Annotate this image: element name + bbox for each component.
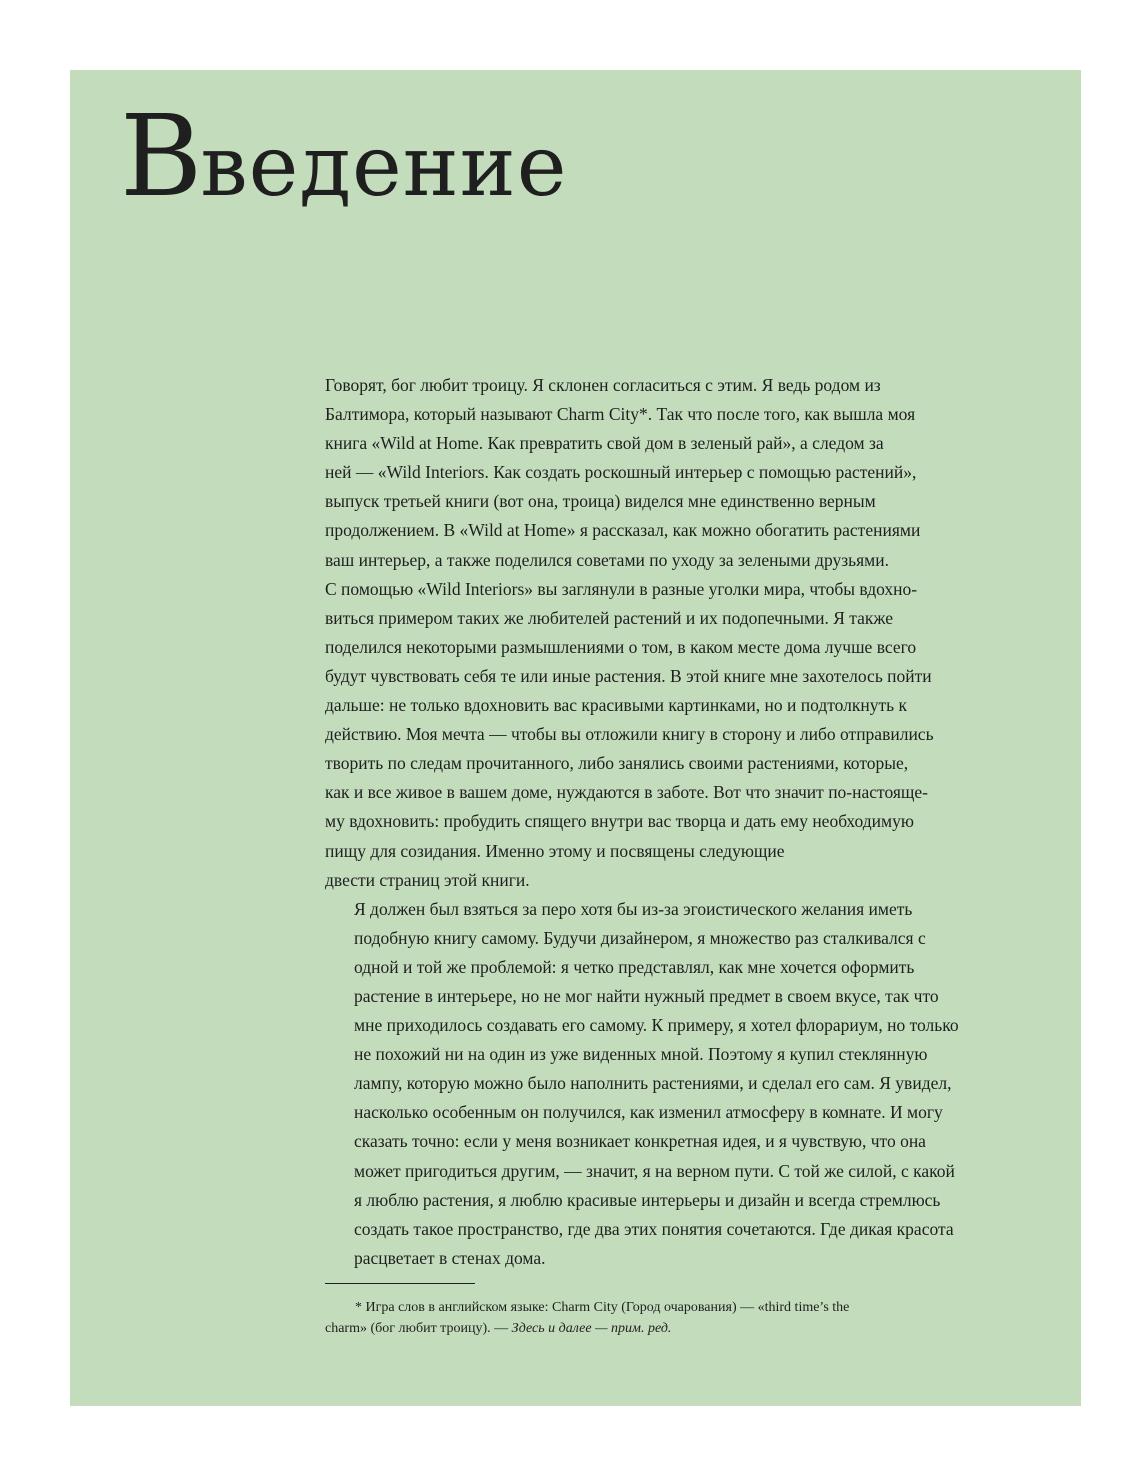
text-line: дальше: не только вдохновить вас красивыми картинками, но и подтолкнуть к [325, 695, 908, 716]
text-line: пищу для созидания. Именно этому и посвящены следующие [325, 840, 785, 861]
text-line: создать такое пространство, где два этих понятия сочетаются. Где дикая красота [354, 1218, 954, 1239]
text-line: виться примером таких же любителей растений и их подопечными. Я также [325, 607, 894, 628]
text-line: поделился некоторыми размышлениями о том, в каком месте дома лучше всего [325, 636, 917, 657]
text-line: будут чувствовать себя те или иные растения. В этой книге мне захотелось пойти [325, 665, 932, 686]
paragraph-1 [325, 371, 985, 895]
footnote [325, 1297, 985, 1339]
text-line: С помощью «Wild Interiors» вы заглянули в разные уголки мира, чтобы вдохно- [325, 578, 918, 599]
text-line: сказать точно: если у меня возникает конкретная идея, и я чувствую, что она [354, 1131, 926, 1152]
text-line: книга «Wild at Home. Как превратить свой дом в зеленый рай», а следом за [325, 433, 884, 454]
text-line: насколько особенным он получился, как изменил атмосферу в комнате. И могу [354, 1102, 943, 1123]
text-line: как и все живое в вашем доме, нуждаются в заботе. Вот что значит по-настояще- [325, 782, 928, 803]
paragraph-2 [325, 895, 985, 1273]
text-line: творить по следам прочитанного, либо занялись своими растениями, которые, [325, 753, 909, 774]
text-line: может пригодиться другим, — значит, я на верном пути. С той же силой, с какой [354, 1160, 955, 1181]
title-capital: В [120, 92, 201, 222]
text-line: Говорят, бог любит троицу. Я склонен согласиться с этим. Я ведь родом из [325, 375, 881, 395]
footnote-line-2 [325, 1318, 985, 1339]
text-line: мне приходилось создавать его самому. К примеру, я хотел флорариум, но только [354, 1015, 959, 1036]
text-line: действию. Моя мечта — чтобы вы отложили книгу в сторону и либо отправились [325, 724, 934, 745]
title-rest: ведение [200, 117, 568, 215]
text-line: подобную книгу самому. Будучи дизайнером, я множество раз сталкивался с [354, 927, 926, 948]
text-line: ваш интерьер, а также поделился советами по уходу за зелеными друзьями. [325, 549, 889, 570]
text-line: му вдохновить: пробудить спящего внутри вас творца и дать ему необходимую [325, 811, 914, 832]
page-title [120, 92, 568, 222]
text-line: я люблю растения, я люблю красивые интерьеры и дизайн и всегда стремлюсь [354, 1189, 941, 1210]
body-text [325, 371, 985, 1273]
text-line: ней — «Wild Interiors. Как создать роскошный интерьер с помощью растений», [325, 462, 917, 483]
text-line: растение в интерьере, но не мог найти нужный предмет в своем вкусе, так что [354, 985, 939, 1006]
footnote-divider [325, 1283, 475, 1284]
footnote-text: charm» (бог любит троицу). — [325, 1321, 512, 1336]
text-line: одной и той же проблемой: я четко представлял, как мне хочется оформить [354, 956, 915, 977]
footnote-line-1: * Игра слов в английском языке: Charm City (Город очарования) — «third time’s the [355, 1300, 850, 1315]
text-line: продолжением. В «Wild at Home» я рассказал, как можно обогатить растениями [325, 520, 921, 541]
text-line: двести страниц этой книги. [325, 869, 530, 890]
text-line: Балтимора, который называют Charm City*. Так что после того, как вышла моя [325, 404, 916, 425]
text-line: расцветает в стенах дома. [354, 1247, 546, 1268]
text-line: не похожий ни на один из уже виденных мной. Поэтому я купил стеклянную [354, 1044, 928, 1065]
text-line: Я должен был взяться за перо хотя бы из-за эгоистического желания иметь [354, 898, 913, 919]
text-line: лампу, которую можно было наполнить растениями, и сделал его сам. Я увидел, [354, 1073, 952, 1094]
editor-note: Здесь и далее — прим. ред. [511, 1321, 672, 1336]
text-line: выпуск третьей книги (вот она, троица) виделся мне единственно верным [325, 491, 876, 512]
